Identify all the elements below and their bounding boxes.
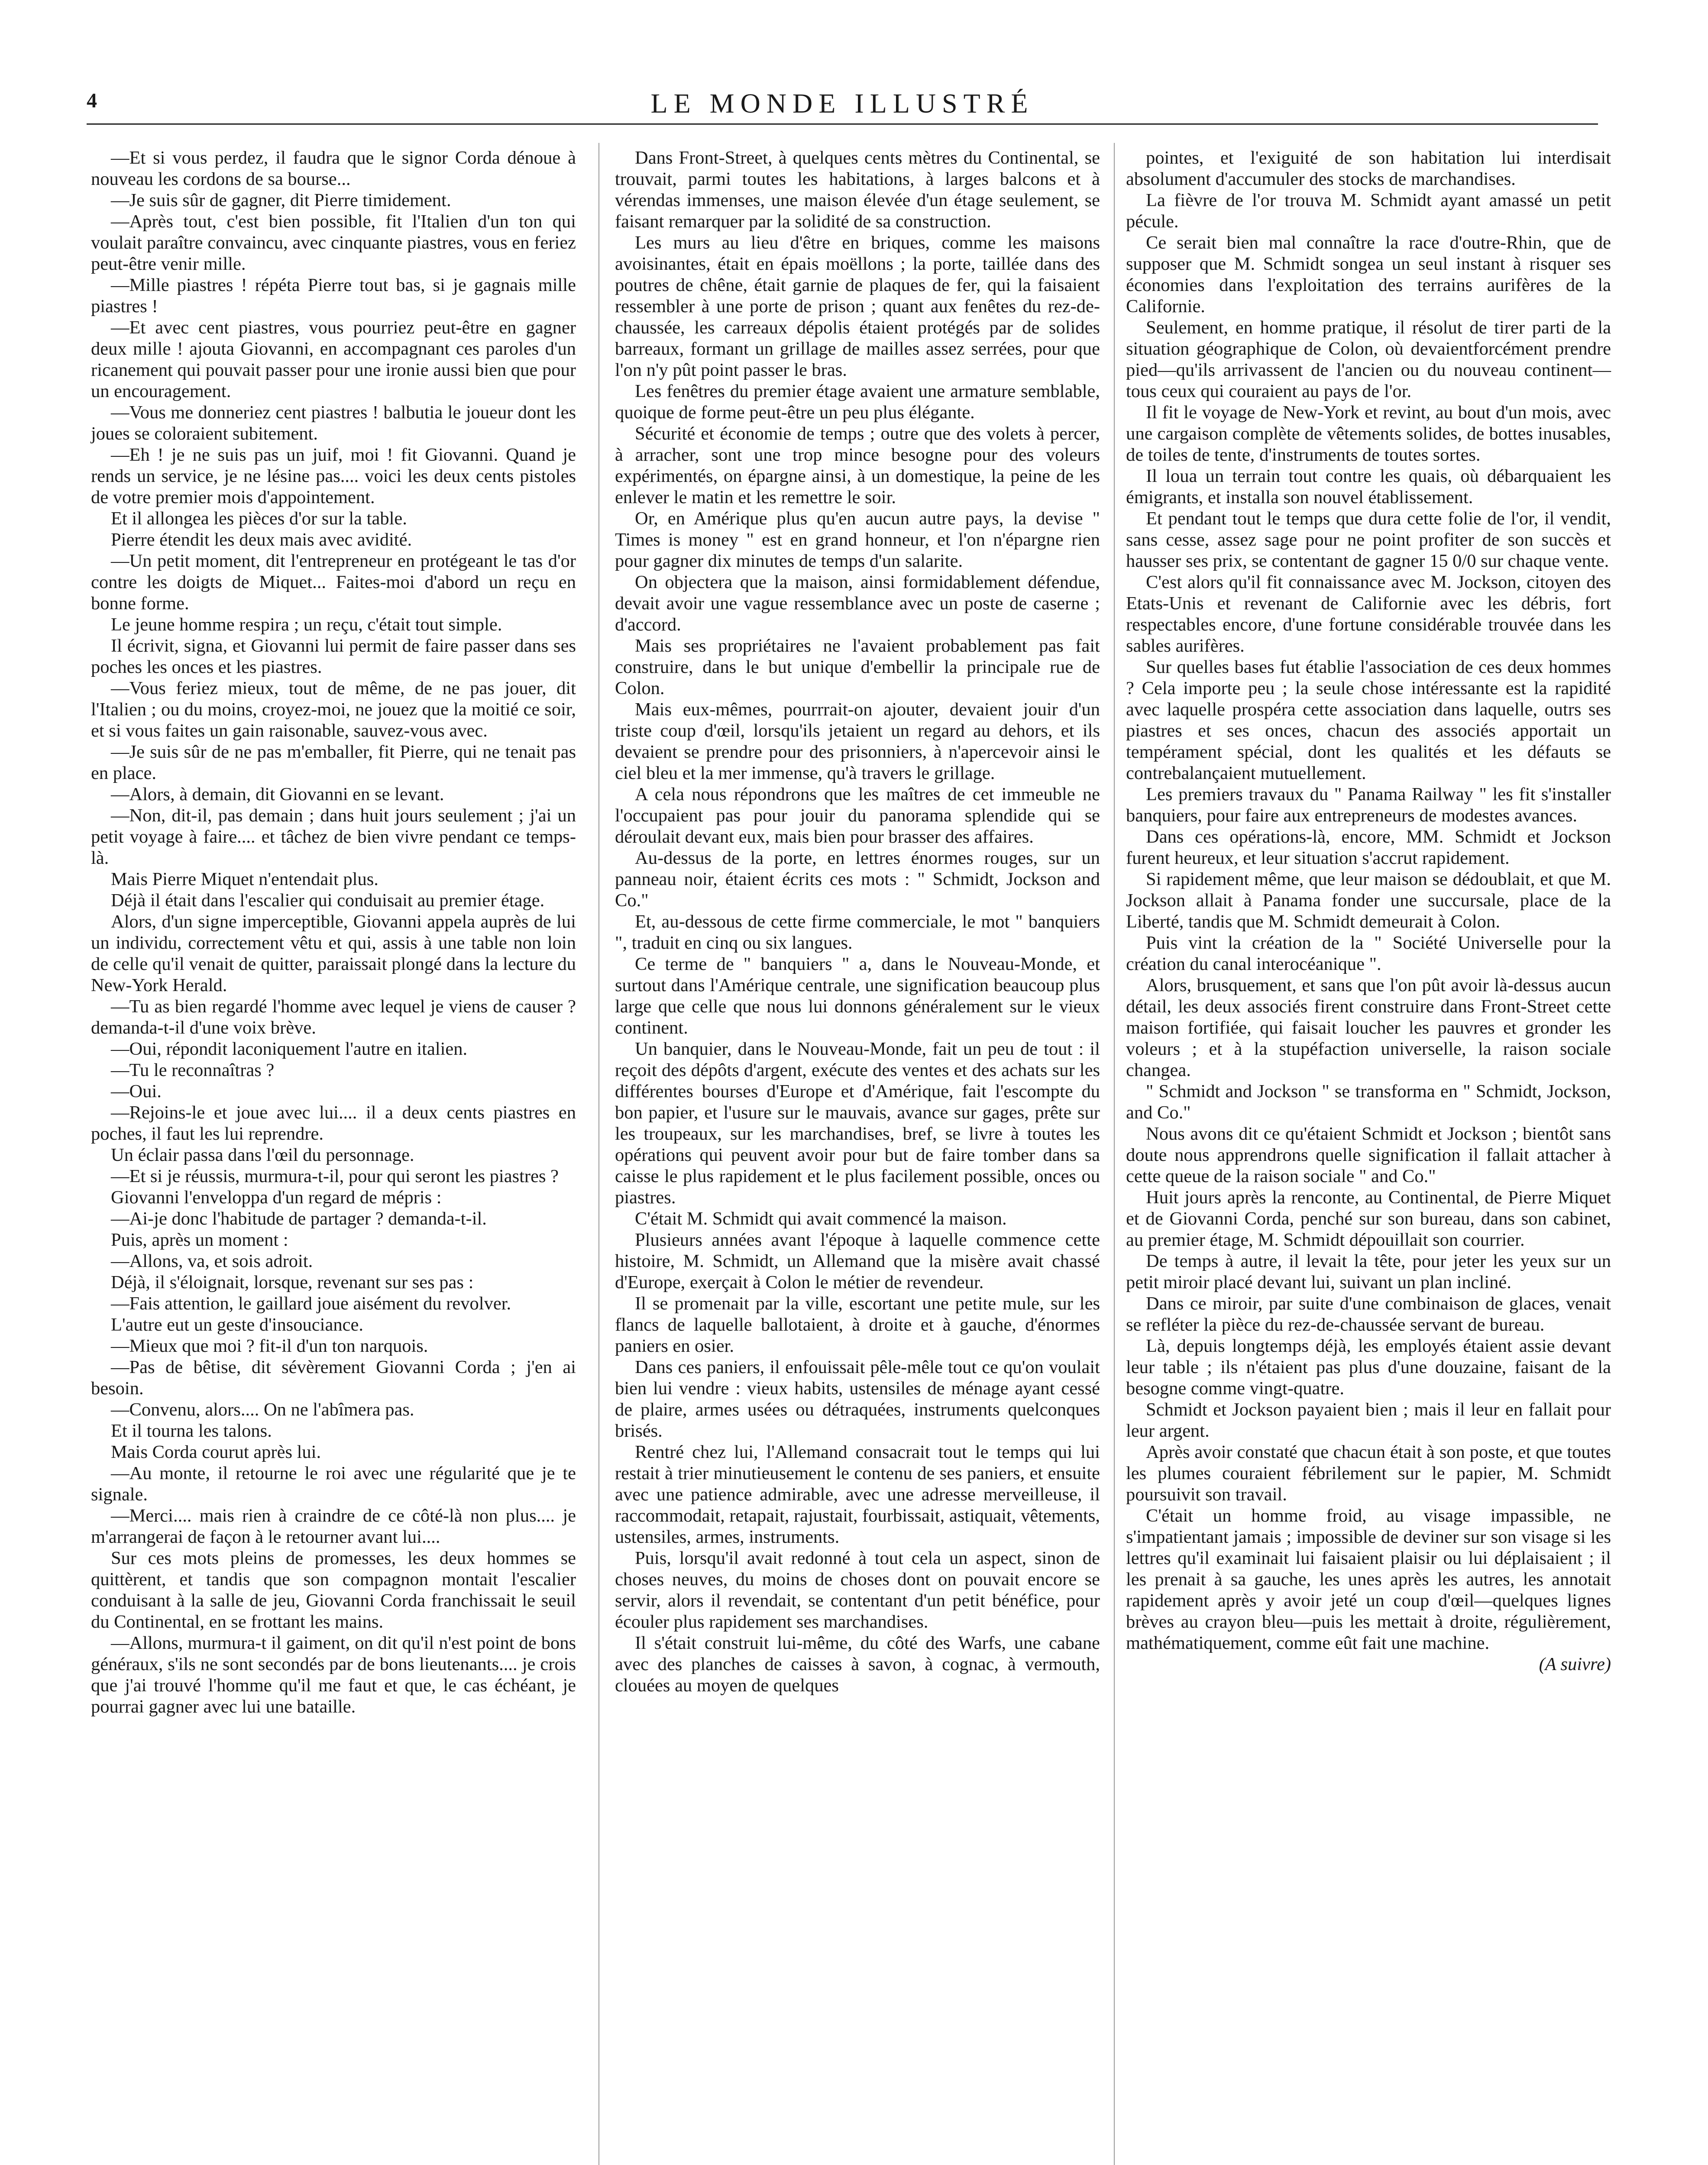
paragraph: —Vous feriez mieux, tout de même, de ne pas jouer, dit l'Italien ; ou du moins, croyez-moi, ne jouez que la moitié ce soir, et si vous faites un gain raisonable, sauvez-vous avec. bbox=[91, 678, 576, 741]
column-divider bbox=[1114, 143, 1115, 2165]
paragraph: Dans ces opérations-là, encore, MM. Schmidt et Jockson furent heureux, et leur situation s'accrut rapidement. bbox=[1126, 827, 1611, 868]
paragraph: On objectera que la maison, ainsi formidablement défendue, devait avoir une vague ressemblance avec un poste de caserne ; d'accord. bbox=[615, 572, 1100, 635]
paragraph: Et il tourna les talons. bbox=[111, 1421, 272, 1441]
paragraph: Mais Corda courut après lui. bbox=[111, 1442, 321, 1462]
paragraph: Sécurité et économie de temps ; outre que des volets à percer, à arracher, sont une trop mince besogne pour des voleurs expérimentés, on épargne ainsi, à un domestique, la peine de les enlever le matin et les remettre le soir. bbox=[615, 423, 1100, 507]
paragraph: Il loua un terrain tout contre les quais, où débarquaient les émigrants, et installa son nouvel établissement. bbox=[1126, 466, 1611, 507]
paragraph: C'est alors qu'il fit connaissance avec M. Jockson, citoyen des Etats-Unis et revenant de Californie avec les débris, fort respectables encore, d'une fortune considérable trouvée dans les sables aurifères. bbox=[1126, 572, 1611, 656]
paragraph: —Et si je réussis, murmura-t-il, pour qui seront les piastres ? bbox=[111, 1166, 559, 1186]
paragraph: Après avoir constaté que chacun était à son poste, et que toutes les plumes couraient fébrilement sur le papier, M. Schmidt poursuivit son travail. bbox=[1126, 1442, 1611, 1505]
paragraph: Ce serait bien mal connaître la race d'outre-Rhin, que de supposer que M. Schmidt songea un seul instant à risquer ses économies dans l'exploitation des terrains aurifères de la Californie. bbox=[1126, 233, 1611, 317]
paragraph: Puis, lorsqu'il avait redonné à tout cela un aspect, sinon de choses neuves, du moins de choses dont on pouvait encore se servir, alors il revendait, se contentant d'un petit bénéfice, pour écouler plus rapidement ses marchandises. bbox=[615, 1548, 1100, 1632]
paragraph: Pierre étendit les deux mais avec avidité. bbox=[111, 530, 412, 550]
paragraph: —Oui. bbox=[111, 1081, 162, 1102]
page-header bbox=[87, 78, 1598, 121]
paragraph: —Oui, répondit laconiquement l'autre en italien. bbox=[111, 1039, 468, 1059]
paragraph: De temps à autre, il levait la tête, pour jeter les yeux sur un petit miroir placé devant lui, suivant un plan incliné. bbox=[1126, 1251, 1611, 1293]
paragraph: C'était un homme froid, au visage impassible, ne s'impatientant jamais ; impossible de deviner sur son visage si les lettres qu'il examinait lui faisaient plaisir ou lui déplaisaient ; il les prenait à sa gauche, les unes après les autres, les annotait rapidement après y avoir jeté un coup d'œil—quelques lignes brèves au crayon bleu—puis les mettait à droite, régulièrement, mathématiquement, comme eût fait une machine. bbox=[1126, 1506, 1611, 1653]
paragraph: " Schmidt and Jockson " se transforma en " Schmidt, Jockson, and Co." bbox=[1126, 1081, 1611, 1123]
paragraph: Il écrivit, signa, et Giovanni lui permit de faire passer dans ses poches les onces et les piastres. bbox=[91, 636, 576, 677]
paragraph: Schmidt et Jockson payaient bien ; mais il leur en fallait pour leur argent. bbox=[1126, 1399, 1611, 1441]
paragraph: Sur ces mots pleins de promesses, les deux hommes se quittèrent, et tandis que son compagnon montait l'escalier conduisant à la salle de jeu, Giovanni Corda franchissait le seuil du Continental, en se frottant les mains. bbox=[91, 1548, 576, 1632]
paragraph: Si rapidement même, que leur maison se dédoublait, et que M. Jockson allait à Panama fonder une succursale, place de la Liberté, tandis que M. Schmidt demeurait à Colon. bbox=[1126, 869, 1611, 932]
paragraph: A cela nous répondrons que les maîtres de cet immeuble ne l'occupaient pas pour jouir du panorama splendide qui se déroulait devant eux, mais bien pour brasser des affaires. bbox=[615, 784, 1100, 847]
paragraph: —Vous me donneriez cent piastres ! balbutia le joueur dont les joues se coloraient subitement. bbox=[91, 402, 576, 444]
text-column-right bbox=[1126, 147, 1611, 1675]
paragraph: —Mieux que moi ? fit-il d'un ton narquois. bbox=[111, 1336, 428, 1356]
paragraph: —Ai-je donc l'habitude de partager ? demanda-t-il. bbox=[111, 1209, 487, 1229]
paragraph: Puis vint la création de la " Société Universelle pour la création du canal interocéanique ". bbox=[1126, 933, 1611, 974]
paragraph: Sur quelles bases fut établie l'association de ces deux hommes ? Cela importe peu ; la seule chose intéressante est la rapidité avec laquelle prospéra cette association dans laquelle, outrs ses piastres et ses onces, chacun des associés apportait un tempérament spécial, dont les qualités et les défauts se contrebalançaient mutuellement. bbox=[1126, 657, 1611, 783]
paragraph: —Et si vous perdez, il faudra que le signor Corda dénoue à nouveau les cordons de sa bourse... bbox=[91, 148, 576, 189]
paragraph: Et, au-dessous de cette firme commerciale, le mot " banquiers ", traduit en cinq ou six langues. bbox=[615, 911, 1100, 953]
paragraph: Mais ses propriétaires ne l'avaient probablement pas fait construire, dans le but unique d'embellir la principale rue de Colon. bbox=[615, 636, 1100, 698]
paragraph: Au-dessus de la porte, en lettres énormes rouges, sur un panneau noir, étaient écrits ces mots : " Schmidt, Jockson and Co." bbox=[615, 848, 1100, 911]
paragraph: Mais Pierre Miquet n'entendait plus. bbox=[111, 869, 378, 889]
header-rule bbox=[87, 123, 1598, 125]
paragraph: Plusieurs années avant l'époque à laquelle commence cette histoire, M. Schmidt, un Allemand que la misère avait chassé d'Europe, exerçait à Colon le métier de revendeur. bbox=[615, 1230, 1100, 1293]
paragraph: —Allons, murmura-t il gaiment, on dit qu'il n'est point de bons généraux, s'ils ne sont secondés par de bons lieutenants.... je crois que j'ai trouvé l'homme qu'il me faut et que, le cas échéant, je pourrai gagner avec lui une bataille. bbox=[91, 1633, 576, 1717]
paragraph: Un banquier, dans le Nouveau-Monde, fait un peu de tout : il reçoit des dépôts d'argent, exécute des ventes et des achats sur les différentes bourses d'Europe et d'Amérique, fait l'escompte du bon papier, et l'usure sur le mauvais, avance sur gages, prête sur les troupeaux, sur les marchandises, bref, se livre à toutes les opérations qui peuvent avoir pour but de faire tomber dans sa caisse le plus rapidement et le plus facilement possible, onces ou piastres. bbox=[615, 1039, 1100, 1208]
paragraph: Les fenêtres du premier étage avaient une armature semblable, quoique de forme peut-être un peu plus élégante. bbox=[615, 381, 1100, 423]
paragraph: Déjà il était dans l'escalier qui conduisait au premier étage. bbox=[111, 890, 545, 911]
paragraph: —Je suis sûr de ne pas m'emballer, fit Pierre, qui ne tenait pas en place. bbox=[91, 742, 576, 783]
adjacent-page-edge bbox=[1641, 0, 1708, 2165]
paragraph: Alors, d'un signe imperceptible, Giovanni appela auprès de lui un individu, correctement vêtu et qui, assis à une table non loin de celle qu'il venait de quitter, paraissait plongé dans la lecture du New-York Herald. bbox=[91, 911, 576, 995]
paragraph: —Allons, va, et sois adroit. bbox=[111, 1251, 313, 1271]
paragraph: —Après tout, c'est bien possible, fit l'Italien d'un ton qui voulait paraître convaincu, avec cinquante piastres, vous en feriez peut-être venir mille. bbox=[91, 211, 576, 274]
continued-label: (A suivre) bbox=[1539, 1654, 1611, 1674]
paragraph: Huit jours après la renconte, au Continental, de Pierre Miquet et de Giovanni Corda, penché sur son bureau, dans son cabinet, au premier étage, M. Schmidt dépouillait son courrier. bbox=[1126, 1187, 1611, 1250]
paragraph: Il s'était construit lui-même, du côté des Warfs, une cabane avec des planches de caisses à savon, à cognac, à vermouth, clouées au moyen de quelques bbox=[615, 1633, 1100, 1696]
paragraph: Puis, après un moment : bbox=[111, 1230, 288, 1250]
paragraph: —Au monte, il retourne le roi avec une régularité que je te signale. bbox=[91, 1463, 576, 1505]
paragraph: Dans ce miroir, par suite d'une combinaison de glaces, venait se refléter la pièce du rez-de-chaussée servant de bureau. bbox=[1126, 1293, 1611, 1335]
paragraph: Or, en Amérique plus qu'en aucun autre pays, la devise " Times is money " est en grand honneur, et l'on n'épargne rien pour gagner dix minutes de temps d'un salarite. bbox=[615, 508, 1100, 571]
paragraph: Dans ces paniers, il enfouissait pêle-mêle tout ce qu'on voulait bien lui vendre : vieux habits, ustensiles de ménage ayant cessé de plaire, armes usées ou détraquées, instruments quelconques brisés. bbox=[615, 1357, 1100, 1441]
paragraph: Déjà, il s'éloignait, lorsque, revenant sur ses pas : bbox=[111, 1272, 474, 1293]
paragraph: —Mille piastres ! répéta Pierre tout bas, si je gagnais mille piastres ! bbox=[91, 275, 576, 317]
paragraph: —Tu as bien regardé l'homme avec lequel je viens de causer ? demanda-t-il d'une voix brève. bbox=[91, 996, 576, 1038]
paragraph: Il se promenait par la ville, escortant une petite mule, sur les flancs de laquelle ballotaient, à droite et à gauche, d'énormes paniers en osier. bbox=[615, 1293, 1100, 1356]
text-column-left bbox=[91, 147, 576, 1717]
paragraph: —Et avec cent piastres, vous pourriez peut-être en gagner deux mille ! ajouta Giovanni, en accompagnant ces paroles d'un ricanement qui pouvait passer pour une ironie aussi bien que pour un encouragement. bbox=[91, 317, 576, 401]
paragraph: Giovanni l'enveloppa d'un regard de mépris : bbox=[111, 1187, 442, 1208]
column-divider bbox=[598, 143, 599, 2165]
text-column-middle bbox=[615, 147, 1100, 1696]
paragraph: —Tu le reconnaîtras ? bbox=[111, 1060, 275, 1080]
page-number: 4 bbox=[87, 89, 97, 112]
paragraph: C'était M. Schmidt qui avait commencé la maison. bbox=[635, 1209, 1007, 1229]
paragraph: L'autre eut un geste d'insouciance. bbox=[111, 1315, 363, 1335]
paragraph: Les premiers travaux du " Panama Railway " les fit s'installer banquiers, pour faire aux entrepreneurs de modestes avances. bbox=[1126, 784, 1611, 826]
paragraph: Seulement, en homme pratique, il résolut de tirer parti de la situation géographique de Colon, où devaientforcément prendre pied—qu'ils arrivassent de l'ancien ou du nouveau continent—tous ceux qui couraient au pays de l'or. bbox=[1126, 317, 1611, 401]
paragraph: Rentré chez lui, l'Allemand consacrait tout le temps qui lui restait à trier minutieusement le contenu de ses paniers, et ensuite avec une patience admirable, avec une adresse merveilleuse, il raccommodait, retapait, rajustait, fourbissait, astiquait, vêtements, ustensiles, armes, instruments. bbox=[615, 1442, 1100, 1547]
paragraph: Il fit le voyage de New-York et revint, au bout d'un mois, avec une cargaison complète de vêtements solides, de bottes inusables, de toiles de tente, d'instruments de toutes sortes. bbox=[1126, 402, 1611, 465]
paragraph: Et pendant tout le temps que dura cette folie de l'or, il vendit, sans cesse, assez sage pour ne point profiter de son succès et hausser ses prix, se contentant de gagner 15 0/0 sur chaque vente. bbox=[1126, 508, 1611, 571]
paragraph: —Rejoins-le et joue avec lui.... il a deux cents piastres en poches, il faut les lui reprendre. bbox=[91, 1102, 576, 1144]
paragraph: Le jeune homme respira ; un reçu, c'était tout simple. bbox=[111, 614, 502, 635]
journal-title: LE MONDE ILLUSTRÉ bbox=[650, 88, 1034, 119]
paragraph: Ce terme de " banquiers " a, dans le Nouveau-Monde, et surtout dans l'Amérique centrale, une signification beaucoup plus large que celle que nous lui donnons généralement sur le vieux continent. bbox=[615, 954, 1100, 1038]
paragraph: —Un petit moment, dit l'entrepreneur en protégeant le tas d'or contre les doigts de Miquet... Faites-moi d'abord un reçu en bonne forme. bbox=[91, 551, 576, 614]
paragraph: —Pas de bêtise, dit sévèrement Giovanni Corda ; j'en ai besoin. bbox=[91, 1357, 576, 1399]
paragraph: Là, depuis longtemps déjà, les employés étaient assie devant leur table ; ils n'étaient pas plus d'une douzaine, faisant de la besogne comme vingt-quatre. bbox=[1126, 1336, 1611, 1399]
paragraph: Les murs au lieu d'être en briques, comme les maisons avoisinantes, était en épais moëllons ; la porte, taillée dans des poutres de chêne, était garnie de plaques de fer, qui la faisaient ressembler à une porte de prison ; quant aux fenêtes du rez-de-chaussée, les carreaux dépolis étaient protégés par de solides barreaux, formant un grillage de mailles assez serrées, pour que l'on n'y pût point passer le bras. bbox=[615, 233, 1100, 380]
paragraph: —Eh ! je ne suis pas un juif, moi ! fit Giovanni. Quand je rends un service, je ne lésine pas.... voici les deux cents pistoles de votre premier mois d'appointement. bbox=[91, 445, 576, 507]
paragraph: —Non, dit-il, pas demain ; dans huit jours seulement ; j'ai un petit voyage à faire.... et tâchez de bien vivre pendant ce temps-là. bbox=[91, 805, 576, 868]
paragraph: —Merci.... mais rien à craindre de ce côté-là non plus.... je m'arrangerai de façon à le retourner avant lui.... bbox=[91, 1506, 576, 1547]
paragraph: Et il allongea les pièces d'or sur la table. bbox=[111, 508, 407, 529]
paragraph: —Fais attention, le gaillard joue aisément du revolver. bbox=[111, 1293, 511, 1314]
paragraph: Un éclair passa dans l'œil du personnage. bbox=[111, 1145, 414, 1165]
paragraph: Alors, brusquement, et sans que l'on pût avoir là-dessus aucun détail, les deux associés firent construire dans Front-Street cette maison fortifiée, qui faisait loucher les pauvres et gronder les voleurs ; et à la stupéfaction universelle, la raison sociale changea. bbox=[1126, 975, 1611, 1080]
paragraph: Mais eux-mêmes, pourrrait-on ajouter, devaient jouir d'un triste coup d'œil, lorsqu'ils jetaient un regard au dehors, et ils devaient se prendre pour des prisonniers, à n'apercevoir ainsi le ciel bleu et la mer immense, qu'à travers le grillage. bbox=[615, 699, 1100, 783]
paragraph: —Alors, à demain, dit Giovanni en se levant. bbox=[111, 784, 444, 805]
paragraph: —Je suis sûr de gagner, dit Pierre timidement. bbox=[111, 190, 451, 210]
paragraph: Nous avons dit ce qu'étaient Schmidt et Jockson ; bientôt sans doute nous apprendrons quelle signification il fallait attacher à cette queue de la raison sociale " and Co." bbox=[1126, 1124, 1611, 1186]
paragraph: pointes, et l'exiguité de son habitation lui interdisait absolument d'accumuler des stocks de marchandises. bbox=[1126, 148, 1611, 189]
paragraph: —Convenu, alors.... On ne l'abîmera pas. bbox=[111, 1399, 414, 1420]
paragraph: La fièvre de l'or trouva M. Schmidt ayant amassé un petit pécule. bbox=[1126, 190, 1611, 232]
paragraph: Dans Front-Street, à quelques cents mètres du Continental, se trouvait, parmi toutes les habitations, à larges balcons et à vérendas immenses, une maison élevée d'un étage seulement, se faisant remarquer par la solidité de sa construction. bbox=[615, 148, 1100, 232]
